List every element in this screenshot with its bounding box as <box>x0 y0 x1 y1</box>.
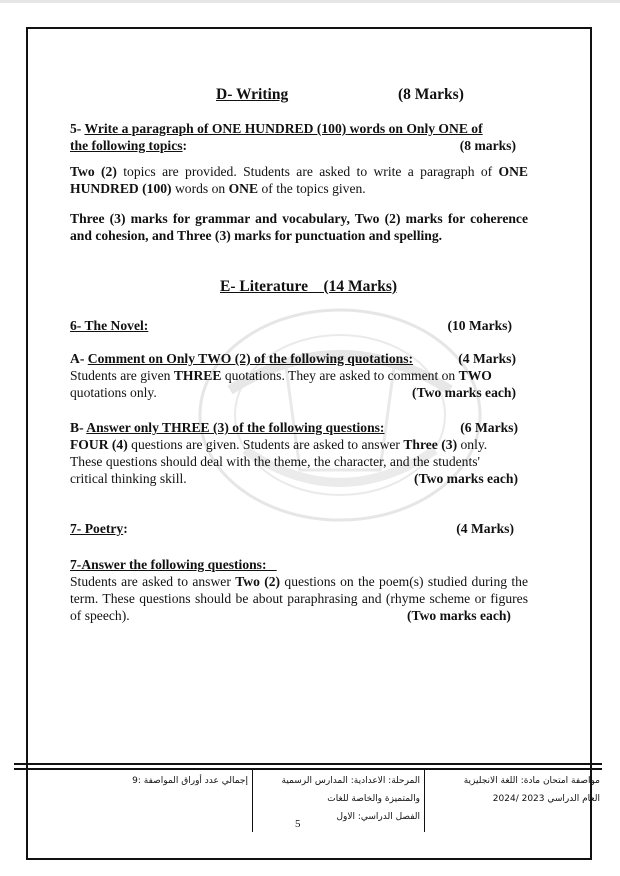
part-a-text-2: quotations. They are asked to comment on <box>221 368 459 383</box>
question-5 <box>70 120 528 154</box>
writing-paragraph-1 <box>70 163 528 197</box>
footer-term: الفصل الدراسي: الاول <box>336 812 420 822</box>
part-b-line-3: critical thinking skill. <box>70 471 187 486</box>
question-5-prompt-line2: the following topics <box>70 138 183 153</box>
question-5-prompt-line1: Write a paragraph of ONE HUNDRED (100) words on Only ONE of <box>84 121 483 136</box>
para1-text-2: words on <box>171 181 229 196</box>
footer-left-cell <box>100 772 248 790</box>
novel-part-a <box>70 350 516 401</box>
poetry-colon: : <box>123 521 128 536</box>
footer-total-pages: إجمالي عدد أوراق المواصفة :9 <box>132 776 248 786</box>
part-a-bold-1: THREE <box>173 368 222 383</box>
poetry-question-label <box>70 556 528 573</box>
poetry-label: 7- Poetry <box>70 521 124 536</box>
part-b-prefix: B- <box>70 420 87 435</box>
page-number: 5 <box>295 818 301 830</box>
poetry-marks: (4 Marks) <box>456 521 514 536</box>
section-e-heading: E- Literature (14 Marks) <box>220 278 398 295</box>
footer-schools: والمتميزة والخاصة للغات <box>327 794 420 804</box>
writing-paragraph-2: Three (3) marks for grammar and vocabulary, Two (2) marks for coherence and cohesion, and Three (3) marks for punctuation and spelling. <box>70 211 528 243</box>
part-b-each: (Two marks each) <box>414 471 518 486</box>
footer-right-cell <box>430 772 600 808</box>
para1-bold-3: ONE <box>228 181 259 196</box>
footer-subject: مواصفة امتحان مادة: اللغة الانجليزية <box>463 776 600 786</box>
part-b-text-1: questions are given. Students are asked to answer <box>127 437 404 452</box>
footer-separator-left <box>252 770 253 832</box>
footer-rule-bottom <box>14 768 602 770</box>
part-b-text-2: only. <box>457 437 488 452</box>
part-a-text-3: quotations only. <box>70 385 157 400</box>
poetry-text-1: Students are asked to answer <box>70 574 236 589</box>
part-b-marks: (6 Marks) <box>460 420 518 435</box>
part-b-bold-1: FOUR (4) <box>70 437 128 452</box>
part-a-prefix: A- <box>70 351 88 366</box>
poetry-each: (Two marks each) <box>407 608 511 623</box>
para1-text-1: topics are provided. Students are asked to write a paragraph of <box>116 164 499 179</box>
poetry-text-2: questions on the poem(s) studied during the term. These questions should be about paraphrasing and (rhyme scheme or figures of speech). <box>70 574 528 623</box>
para1-bold-2: ONE HUNDRED (100) <box>70 164 528 196</box>
part-a-text-1: Students are given <box>70 368 174 383</box>
part-a-marks: (4 Marks) <box>458 351 516 366</box>
novel-part-b <box>70 419 518 487</box>
part-a-prompt: Comment on Only TWO (2) of the following quotations: <box>87 351 414 366</box>
section-d-marks: (8 Marks) <box>398 86 464 103</box>
question-5-marks: (8 marks) <box>459 138 516 153</box>
part-b-bold-2: Three (3) <box>403 437 458 452</box>
poetry-bold-1: Two (2) <box>235 574 281 589</box>
section-d-heading <box>216 86 288 104</box>
footer-middle-cell <box>260 772 420 826</box>
footer-stage: المرحلة: الاعدادية: المدارس الرسمية <box>281 776 420 786</box>
part-a-bold-2: TWO <box>458 368 492 383</box>
footer-year: العام الدراسي 2023 /2024 <box>492 794 600 804</box>
poetry-question-text: 7-Answer the following questions: <box>70 557 267 572</box>
para1-bold-1: Two (2) <box>70 164 117 179</box>
top-edge-line <box>0 0 620 3</box>
footer-separator-right <box>424 770 425 832</box>
question-5-colon: : <box>182 138 188 153</box>
part-a-each: (Two marks each) <box>412 385 516 400</box>
section-d-title: D- Writing <box>216 86 289 103</box>
part-b-prompt: Answer only THREE (3) of the following questions: <box>86 420 385 435</box>
para1-text-3: of the topics given. <box>258 181 366 196</box>
novel-row <box>70 317 528 334</box>
question-5-number: 5- <box>70 121 85 136</box>
novel-label: 6- The Novel: <box>70 318 149 333</box>
footer-rule-top <box>14 763 602 765</box>
novel-marks: (10 Marks) <box>447 318 512 333</box>
poetry-row <box>70 520 528 537</box>
part-b-line-2: These questions should deal with the theme, the character, and the students' <box>70 454 480 469</box>
